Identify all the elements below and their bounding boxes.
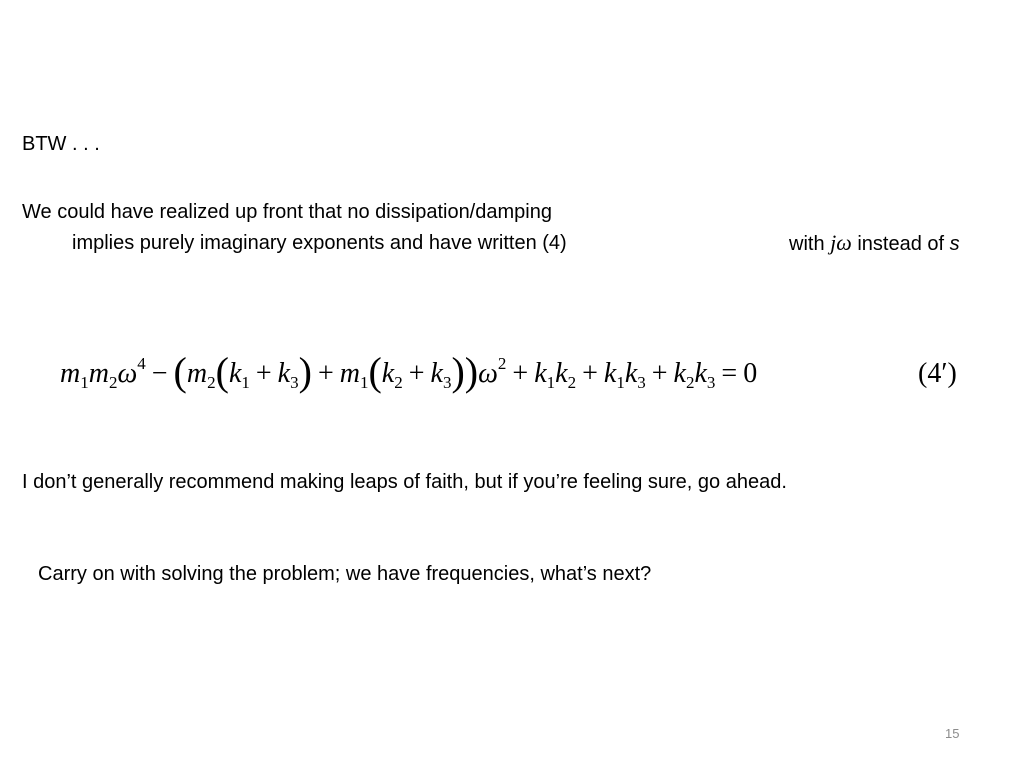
slide-heading: BTW . . .	[22, 133, 100, 155]
paragraph-line-1: We could have realized up front that no dissipation/damping	[22, 201, 552, 223]
paragraph-leaps-of-faith: I don’t generally recommend making leaps of faith, but if you’re feeling sure, go ahead.	[22, 471, 787, 493]
substitution-note	[789, 231, 960, 256]
s-variable: s	[949, 233, 960, 255]
equation-label: (4′)	[918, 358, 957, 389]
instead-of-text: instead of	[857, 233, 945, 255]
with-text: with	[789, 233, 825, 255]
j-omega-symbol: jω	[830, 230, 852, 255]
paragraph-carry-on: Carry on with solving the problem; we have frequencies, what’s next?	[38, 563, 652, 585]
slide-number: 15	[945, 726, 960, 741]
paragraph-line-2: implies purely imaginary exponents and have written (4)	[72, 232, 567, 254]
characteristic-equation: $m_1m_2\omega^4 - (m_2(k_1 + k_3) + m_1(k_2 + k_3))\omega^2 + k_1k_2 + k_1k_3 + k_2k_3 = 0$	[60, 349, 758, 394]
